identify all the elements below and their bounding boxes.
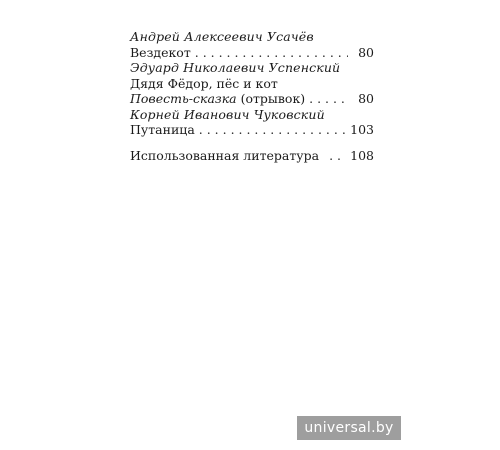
dot-leader xyxy=(329,148,346,164)
subtitle-paren: (отрывок) xyxy=(236,91,306,106)
subtitle-italic: Повесть-сказка xyxy=(130,91,237,106)
author-name: Эдуард Николаевич Успенский xyxy=(130,60,341,75)
page-number: 108 xyxy=(350,147,374,163)
page-number: 80 xyxy=(358,91,374,106)
toc-entry xyxy=(130,45,374,61)
entry-subtitle xyxy=(130,91,305,107)
toc-entry xyxy=(130,91,374,107)
page-number: 103 xyxy=(350,122,374,137)
dot-leader xyxy=(199,122,346,138)
toc-entry xyxy=(130,148,374,164)
entry-title: Дядя Фёдор, пёс и кот xyxy=(130,75,278,91)
table-of-contents xyxy=(130,29,374,163)
entry-title: Путаница xyxy=(130,122,195,137)
author-name: Корней Иванович Чуковский xyxy=(130,106,325,122)
dot-leader xyxy=(195,45,348,61)
dot-leader xyxy=(309,91,348,107)
page-number: 80 xyxy=(358,44,374,60)
watermark-badge: universal.by xyxy=(297,416,401,440)
entry-title: Использованная литература xyxy=(130,147,320,163)
entry-title: Вездекот xyxy=(130,44,191,60)
spacer xyxy=(130,138,374,148)
toc-entry xyxy=(130,122,374,138)
author-name: Андрей Алексеевич Усачёв xyxy=(130,29,314,44)
